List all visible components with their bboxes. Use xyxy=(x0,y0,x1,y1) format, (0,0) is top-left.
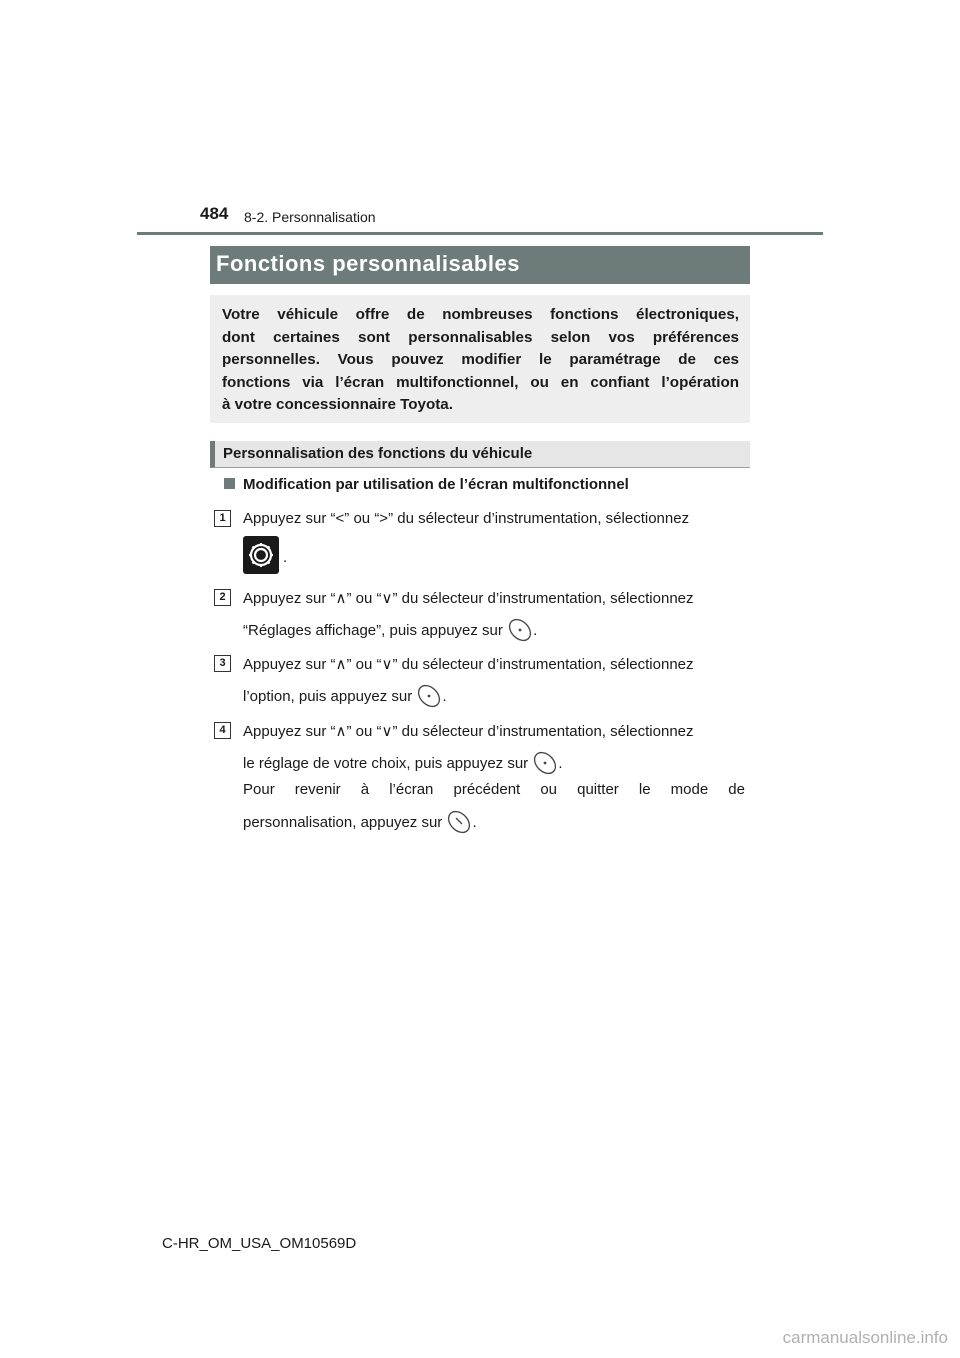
step-2-line-2 xyxy=(243,617,745,643)
step-3-line-2 xyxy=(243,683,745,709)
sub-heading-text: Modification par utilisation de l’écran multifonctionnel xyxy=(243,476,629,493)
intro-line: dont certaines sont personnalisables selon vos préférences xyxy=(222,328,739,346)
step-4-period-2: . xyxy=(472,814,477,831)
step-badge: 3 xyxy=(214,655,231,672)
step-1-end: . xyxy=(283,549,288,566)
footer-code: C-HR_OM_USA_OM10569D xyxy=(162,1235,357,1252)
step-4-text: le réglage de votre choix, puis appuyez sur xyxy=(243,755,529,772)
step-3-line: Appuyez sur “∧” ou “∨” du sélecteur d’instrumentation, sélectionnez xyxy=(243,656,694,673)
step-badge: 4 xyxy=(214,722,231,739)
subsection-heading: Personnalisation des fonctions du véhicule xyxy=(210,441,750,468)
page-number: 484 xyxy=(200,204,229,223)
step-4-line-3: Pour revenir à l’écran précédent ou quitter le mode de xyxy=(243,781,745,798)
step-2-line: Appuyez sur “∧” ou “∨” du sélecteur d’instrumentation, sélectionnez xyxy=(243,590,694,607)
square-bullet-icon xyxy=(224,478,235,489)
step-1-line: Appuyez sur “<” ou “>” du sélecteur d’instrumentation, sélectionnez xyxy=(243,510,690,527)
sub-heading xyxy=(224,476,629,493)
step-4-period: . xyxy=(558,755,563,772)
intro-line: à votre concessionnaire Toyota. xyxy=(222,396,453,413)
watermark: carmanualsonline.info xyxy=(782,1328,948,1347)
step-3-period: . xyxy=(442,688,447,705)
settings-gear-icon xyxy=(243,536,279,574)
enter-dial-icon xyxy=(532,750,558,776)
enter-dial-icon xyxy=(507,617,533,643)
step-4-line: Appuyez sur “∧” ou “∨” du sélecteur d’instrumentation, sélectionnez xyxy=(243,723,694,740)
intro-line: Votre véhicule offre de nombreuses fonctions électroniques, xyxy=(222,306,739,323)
step-badge: 1 xyxy=(214,510,231,527)
page-title: Fonctions personnalisables xyxy=(210,246,750,284)
intro-line: personnelles. Vous pouvez modifier le paramétrage de ces xyxy=(222,351,739,368)
enter-dial-icon xyxy=(416,683,442,709)
header-rule xyxy=(137,232,823,235)
step-2-period: . xyxy=(533,622,538,639)
step-badge: 2 xyxy=(214,589,231,606)
intro-box xyxy=(210,295,750,423)
step-4-line-4 xyxy=(243,809,745,835)
step-4-text-2: personnalisation, appuyez sur xyxy=(243,814,443,831)
step-2-text: “Réglages affichage”, puis appuyez sur xyxy=(243,622,503,639)
back-dial-icon xyxy=(446,809,472,835)
intro-line: fonctions via l’écran multifonctionnel, ou en confiant l’opération xyxy=(222,373,739,391)
section-reference: 8-2. Personnalisation xyxy=(244,209,376,225)
step-4-line-2 xyxy=(243,750,745,776)
step-3-text: l’option, puis appuyez sur xyxy=(243,688,413,705)
